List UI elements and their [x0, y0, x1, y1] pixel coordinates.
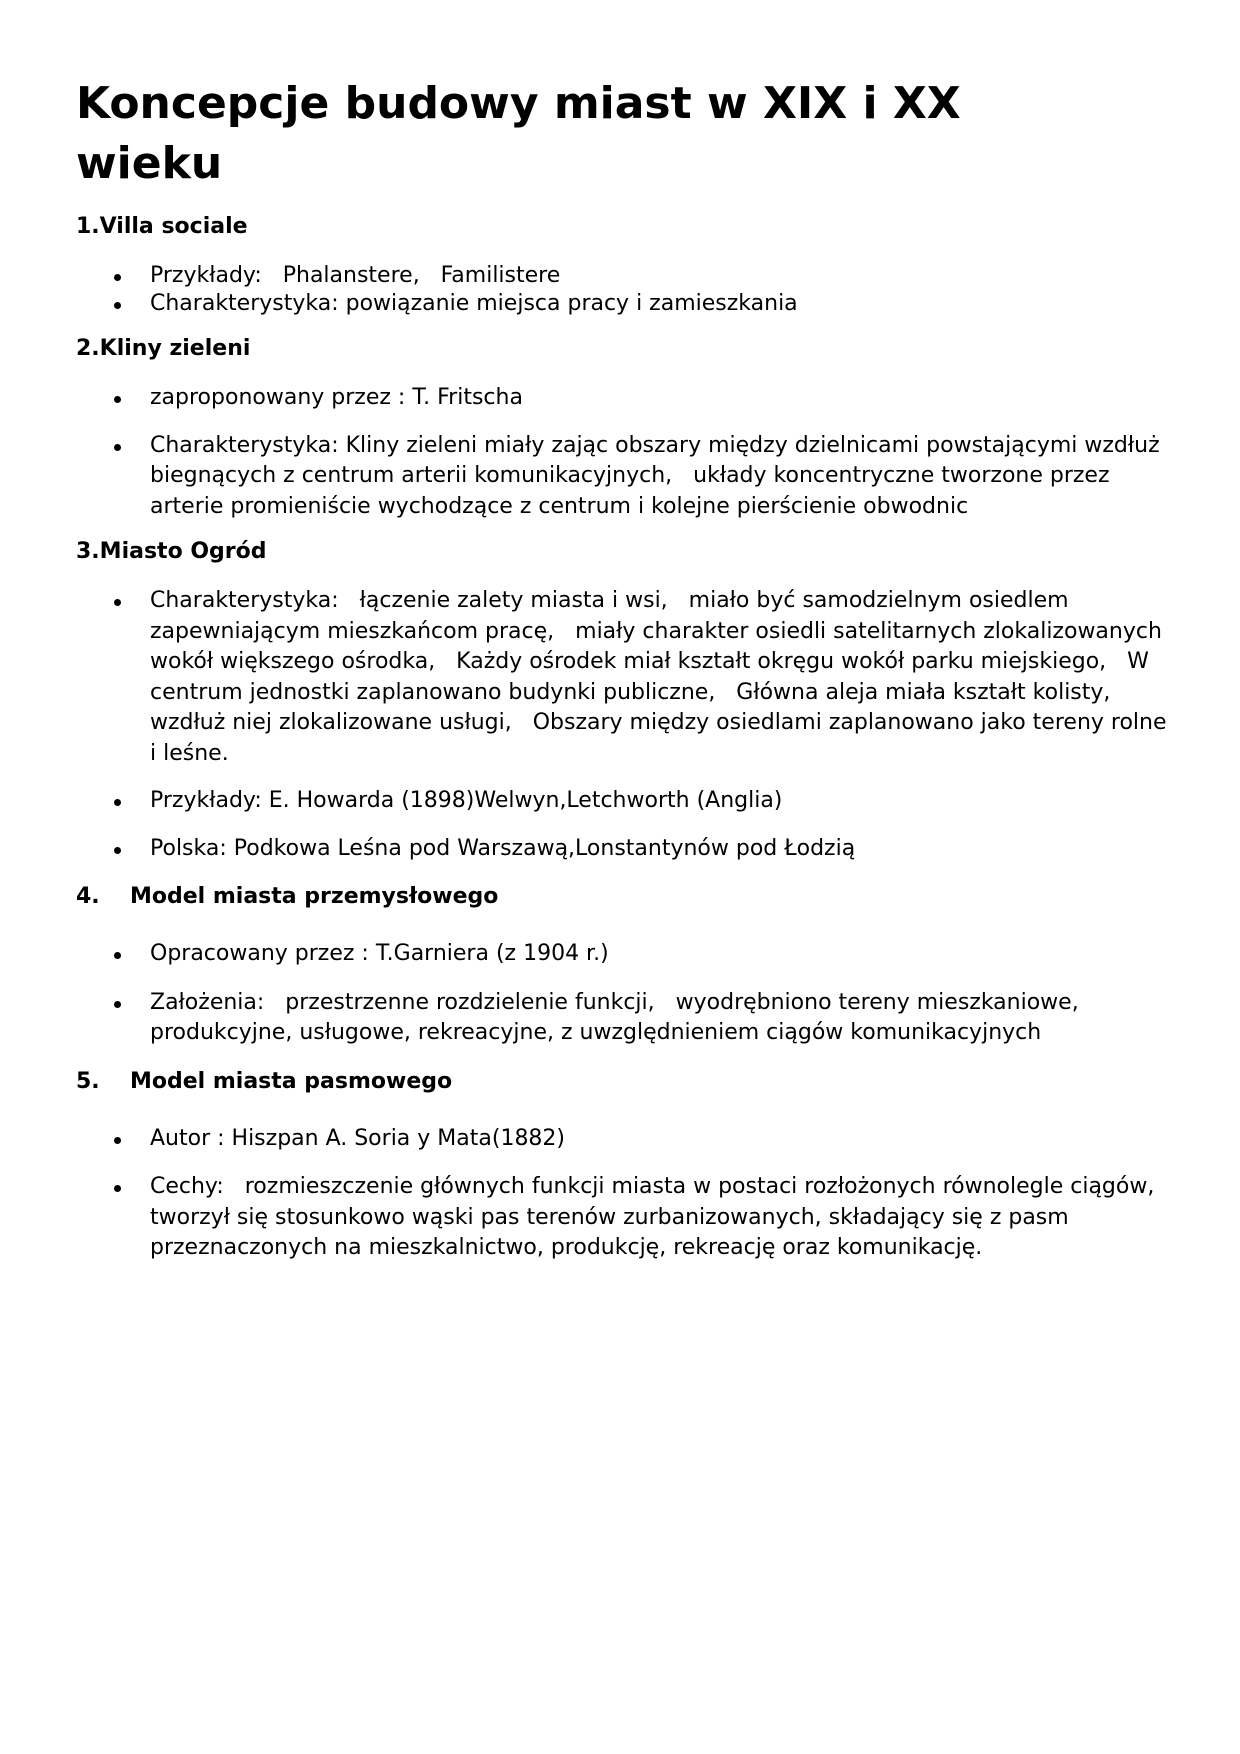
section-heading: [76, 212, 1176, 242]
section-number: 5.: [76, 1068, 100, 1094]
section-number: 1.: [76, 214, 100, 239]
bullet-list: [76, 1124, 1176, 1264]
bullet-list: [76, 261, 1176, 319]
bullet-icon: [114, 799, 121, 806]
list-item-text: Cechy: rozmieszczenie głównych funkcji miasta w postaci rozłożonych równolegle ciągów, tworzył się stosunkowo wąski pas terenów zurbanizowanych, składający się z pasm przeznaczonych na mieszkalnictwo, produkcję, rekreację oraz komunikację.: [150, 1174, 1176, 1260]
section-heading: [76, 334, 1176, 364]
list-item-text: Opracowany przez : T.Garniera (z 1904 r.): [150, 941, 609, 966]
section-model-miasta-pasmowego: [76, 1067, 1176, 1264]
list-item: [76, 1124, 1176, 1155]
list-item-text: zaproponowany przez : T. Fritscha: [150, 385, 523, 410]
section-number: 4.: [76, 884, 100, 909]
bullet-icon: [114, 1001, 121, 1008]
section-title: Miasto Ogród: [99, 539, 267, 564]
section-heading: [76, 537, 1176, 567]
section-title: Villa sociale: [99, 214, 248, 239]
list-item-text: Charakterystyka: powiązanie miejsca pracy i zamieszkania: [150, 290, 798, 316]
section-heading: [76, 882, 1176, 912]
section-villa-sociale: [76, 212, 1176, 319]
section-kliny-zieleni: [76, 334, 1176, 522]
list-item-text: Charakterystyka: łączenie zalety miasta i wsi, miało być samodzielnym osiedlem zapewniającym mieszkańcom pracę, miały charakter osiedli satelitarnych zlokalizowanych wokół większego ośrodka, Każdy ośrodek miał kształt okręgu wokół parku miejskiego, W centrum jednostki zaplanowano budynki publiczne, Główna aleja miała kształt kolisty, wzdłuż niej zlokalizowane usługi, Obszary między osiedlami zaplanowano jako tereny rolne i leśne.: [150, 588, 1174, 766]
bullet-icon: [114, 302, 121, 309]
bullet-icon: [114, 274, 121, 281]
document-page: [76, 74, 1176, 1264]
list-item: [76, 1172, 1176, 1264]
section-title: Model miasta pasmowego: [130, 1068, 453, 1094]
list-item-text: Założenia: przestrzenne rozdzielenie funkcji, wyodrębniono tereny mieszkaniowe, produkcyjne, usługowe, rekreacyjne, z uwzględnieniem ciągów komunikacyjnych: [150, 989, 1086, 1045]
list-item: [76, 586, 1176, 769]
section-heading: [76, 1067, 1176, 1097]
section-number: 2.: [76, 336, 100, 361]
list-item: [76, 383, 1176, 414]
page-title: Koncepcje budowy miast w XIX i XX wieku: [76, 78, 961, 189]
bullet-icon: [114, 444, 121, 451]
list-item: [76, 261, 1176, 292]
bullet-icon: [114, 599, 121, 606]
list-item-text: Polska: Podkowa Leśna pod Warszawą,Lonstantynów pod Łodzią: [150, 835, 856, 861]
list-item-text: Charakterystyka: Kliny zieleni miały zając obszary między dzielnicami powstającymi wzdłuż biegnących z centrum arterii komunikacyjnych, układy koncentryczne tworzone przez arterie promieniście wychodzące z centrum i kolejne pierścienie obwodnic: [150, 432, 1167, 519]
list-item: [76, 939, 1176, 970]
list-item: [76, 988, 1176, 1049]
list-item-text: Przykłady: E. Howarda (1898)Welwyn,Letchworth (Anglia): [150, 788, 783, 813]
list-item: [76, 431, 1176, 523]
list-item-text: Autor : Hiszpan A. Soria y Mata(1882): [150, 1125, 566, 1151]
section-number: 3.: [76, 539, 100, 564]
bullet-list: [76, 586, 1176, 864]
bullet-icon: [114, 396, 121, 403]
bullet-icon: [114, 1185, 121, 1192]
bullet-icon: [114, 847, 121, 854]
list-item: [76, 786, 1176, 817]
bullet-list: [76, 383, 1176, 522]
bullet-icon: [114, 952, 121, 959]
section-title: Kliny zieleni: [99, 336, 251, 361]
list-item: [76, 289, 1176, 320]
list-item: [76, 834, 1176, 865]
list-item-text: Przykłady: Phalanstere, Familistere: [150, 263, 561, 288]
section-title: Model miasta przemysłowego: [130, 884, 499, 909]
bullet-icon: [114, 1137, 121, 1144]
section-model-miasta-przemyslowego: [76, 882, 1176, 1049]
section-miasto-ogrod: [76, 537, 1176, 864]
bullet-list: [76, 939, 1176, 1049]
